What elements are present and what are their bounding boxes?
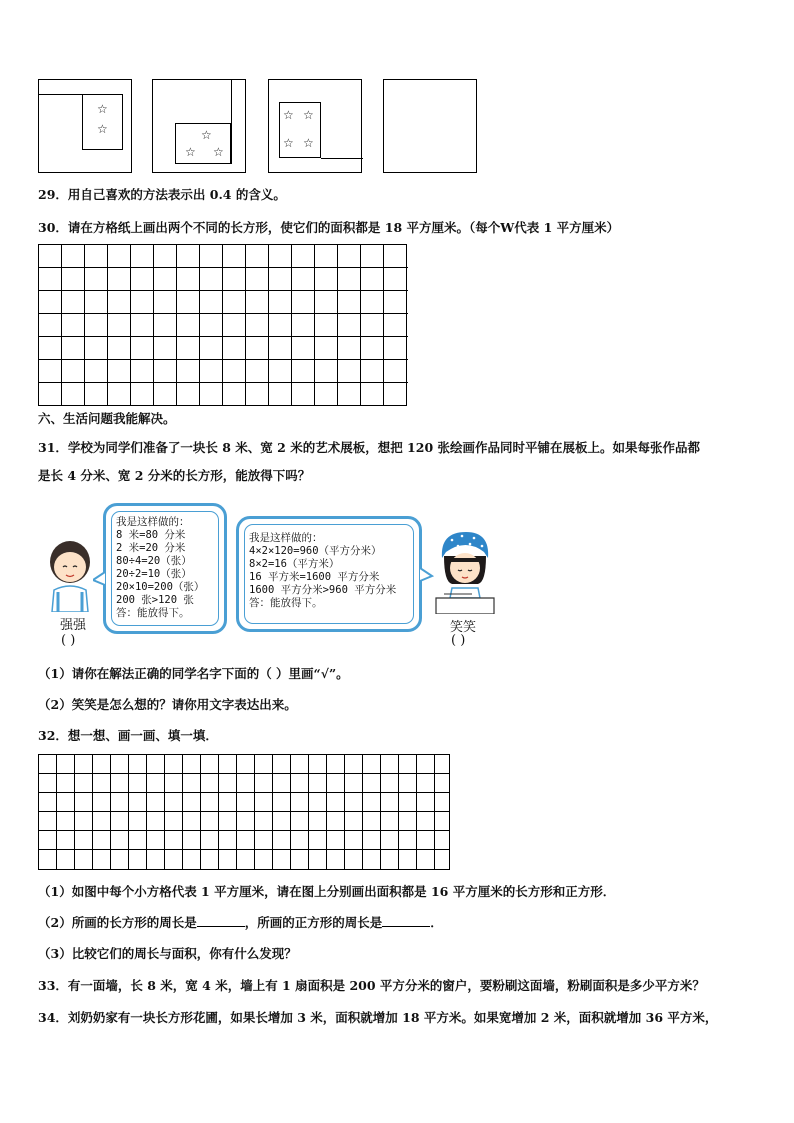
question-31-sub1: （1）请你在解法正确的同学名字下面的（ ）里画“√”。 xyxy=(38,666,349,681)
name-xiaoxiao: 笑笑 xyxy=(450,620,477,635)
qiangqiang-line: 20÷2=10（张） xyxy=(116,568,192,580)
speech-bubble-qiangqiang xyxy=(103,503,227,634)
question-30: 30．请在方格纸上画出两个不同的长方形，使它们的面积都是 18 平方厘米。（每个W代表 1 平方厘米） xyxy=(38,220,620,235)
speech-bubble-xiaoxiao xyxy=(236,516,422,632)
question-29: 29．用自己喜欢的方法表示出 0.4 的含义。 xyxy=(38,187,286,202)
figure-box-1 xyxy=(38,79,132,173)
qiangqiang-line: 80÷4=20（张） xyxy=(116,555,192,567)
q32-sub2-text-c: ． xyxy=(430,915,443,930)
question-31-line2: 是长 4 分米、宽 2 分米的长方形，能放得下吗？ xyxy=(38,468,311,483)
graph-paper-q30[interactable] xyxy=(38,244,408,406)
figure-box-2 xyxy=(152,79,246,173)
qiangqiang-line: 200 张>120 张 xyxy=(116,594,194,606)
figure-box-3 xyxy=(268,79,362,173)
star-icon: ☆ xyxy=(283,136,294,150)
square-perimeter-blank[interactable] xyxy=(382,915,430,927)
question-31-sub2: （2）笑笑是怎么想的？请你用文字表达出来。 xyxy=(38,697,297,712)
star-icon: ☆ xyxy=(97,102,108,116)
question-32-sub3: （3）比较它们的周长与面积，你有什么发现？ xyxy=(38,946,297,961)
star-icon: ☆ xyxy=(283,108,294,122)
question-31-line1: 31．学校为同学们准备了一块长 8 米、宽 2 米的艺术展板，想把 120 张绘画作品同时平铺在展板上。如果每张作品都 xyxy=(38,440,700,455)
qiangqiang-line: 我是这样做的： xyxy=(116,516,190,528)
xiaoxiao-line: 我是这样做的： xyxy=(249,532,323,544)
qiangqiang-line: 答：能放得下。 xyxy=(116,607,190,619)
boy-qiangqiang-illustration xyxy=(44,540,96,612)
name-qiangqiang: 强强 xyxy=(60,618,87,633)
question-33: 33．有一面墙，长 8 米，宽 4 米，墙上有 1 扇面积是 200 平方分米的窗户，要粉刷这面墙，粉刷面积是多少平方米？ xyxy=(38,978,705,993)
qiangqiang-line: 8 米=80 分米 xyxy=(116,529,186,541)
question-34: 34．刘奶奶家有一块长方形花圃，如果长增加 3 米，面积就增加 18 平方米。如果宽增加 2 米，面积就增加 36 平方米， xyxy=(38,1010,718,1025)
qiangqiang-line: 2 米=20 分米 xyxy=(116,542,186,554)
star-icon: ☆ xyxy=(303,136,314,150)
xiaoxiao-line: 8×2=16（平方米） xyxy=(249,558,340,570)
bubble-tail xyxy=(93,572,107,586)
graph-paper-q32[interactable] xyxy=(38,754,450,870)
xiaoxiao-line: 答：能放得下。 xyxy=(249,597,323,609)
star-icon: ☆ xyxy=(303,108,314,122)
girl-xiaoxiao-illustration xyxy=(432,528,498,614)
qiangqiang-line: 20×10=200（张） xyxy=(116,581,205,593)
answer-paren-xiaoxiao[interactable]: ( ) xyxy=(451,633,466,648)
star-icon: ☆ xyxy=(201,128,212,142)
section-6-heading: 六、生活问题我能解决。 xyxy=(38,411,176,426)
question-32-sub1: （1）如图中每个小方格代表 1 平方厘米，请在图上分别画出面积都是 16 平方厘米的长方形和正方形． xyxy=(38,884,616,899)
star-icon: ☆ xyxy=(97,122,108,136)
rectangle-perimeter-blank[interactable] xyxy=(197,915,245,927)
star-icon: ☆ xyxy=(213,145,224,159)
xiaoxiao-line: 16 平方米=1600 平方分米 xyxy=(249,571,380,583)
q32-sub2-text-b: ，所画的正方形的周长是 xyxy=(244,915,383,930)
figure-box-4-blank[interactable] xyxy=(383,79,477,173)
star-icon: ☆ xyxy=(185,145,196,159)
xiaoxiao-line: 1600 平方分米>960 平方分米 xyxy=(249,584,397,596)
answer-paren-qiangqiang[interactable]: ( ) xyxy=(61,633,76,648)
xiaoxiao-line: 4×2×120=960（平方分米） xyxy=(249,545,382,557)
q32-sub2-text-a: （2）所画的长方形的周长是 xyxy=(38,915,197,930)
question-32: 32．想一想、画一画、填一填． xyxy=(38,728,218,743)
question-32-sub2 xyxy=(38,915,443,931)
